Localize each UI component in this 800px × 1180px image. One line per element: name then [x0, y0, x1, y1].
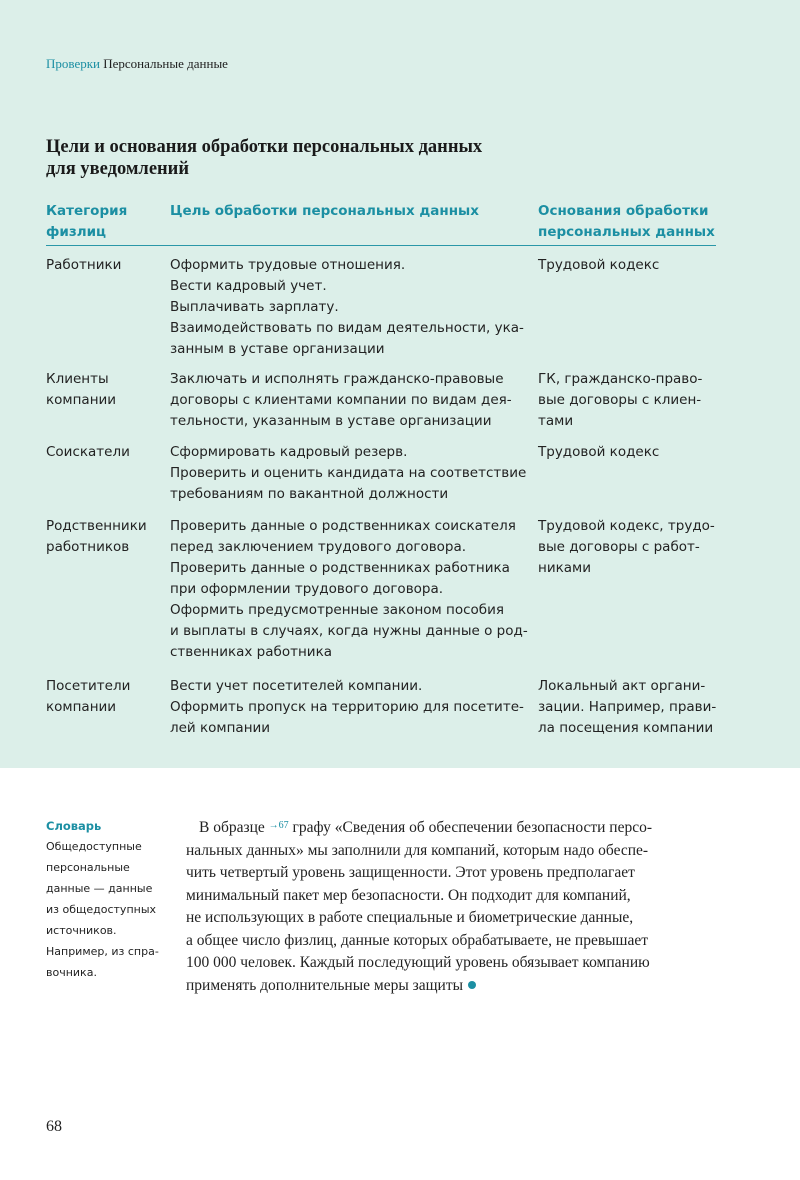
basis-cell [538, 369, 728, 432]
cell-line: Заключать и исполнять гражданско-правовые [170, 371, 504, 387]
end-of-article-dot-icon [468, 981, 476, 989]
cell-line: и выплаты в случаях, когда нужны данные о род- [170, 623, 528, 639]
cell-line: Выплачивать зарплату. [170, 299, 339, 315]
running-head-section: Проверки [46, 56, 100, 71]
page-reference-link[interactable]: →67 [268, 820, 289, 831]
basis-cell [538, 676, 728, 739]
table-heading [46, 136, 606, 180]
cell-line: Проверить данные о родственниках работника [170, 560, 510, 576]
basis-cell [538, 255, 728, 276]
glossary-sidebar [46, 816, 171, 983]
glossary-title: Словарь [46, 819, 102, 833]
category-cell [46, 369, 164, 411]
purpose-cell [170, 676, 524, 739]
body-text-fragment: применять дополнительные меры защиты [186, 976, 464, 994]
body-first-line [186, 815, 726, 840]
body-text-fragment: 100 000 человек. Каждый последующий уровень обязывает компанию [186, 954, 650, 971]
cell-line: Вести кадровый учет. [170, 278, 327, 294]
header-line: физлиц [46, 224, 107, 240]
cell-line: тами [538, 413, 574, 429]
cell-line: Оформить предусмотренные законом пособия [170, 602, 505, 618]
purpose-cell [170, 516, 528, 663]
category-cell [46, 676, 164, 718]
category-cell [46, 255, 164, 276]
cell-line: Проверить данные о родственниках соискателя [170, 518, 516, 534]
cell-line: компании [46, 699, 117, 715]
header-line: Основания обработки [538, 203, 709, 219]
cell-line: Оформить пропуск на территорию для посетите- [170, 699, 524, 715]
glossary-line: персональные [46, 861, 130, 874]
body-text-fragment: не использующих в работе специальные и биометрические данные, [186, 909, 634, 926]
body-line [186, 907, 726, 930]
cell-line: перед заключением трудового договора. [170, 539, 467, 555]
cell-line: ственниках работника [170, 644, 332, 660]
cell-line: ГК, гражданско-право- [538, 371, 703, 387]
cell-line: Оформить трудовые отношения. [170, 257, 406, 273]
body-line [186, 930, 726, 953]
cell-line: занным в уставе организации [170, 341, 385, 357]
cell-line: Проверить и оценить кандидата на соответствие [170, 465, 527, 481]
cell-line: никами [538, 560, 591, 576]
body-line [186, 862, 726, 885]
basis-cell [538, 516, 728, 579]
body-line [186, 952, 726, 975]
body-text-fragment: чить четвертый уровень защищенности. Этот уровень предполагает [186, 864, 635, 881]
cell-line: Родственники [46, 518, 147, 534]
category-cell [46, 516, 164, 558]
cell-line: Трудовой кодекс, трудо- [538, 518, 715, 534]
cell-line: требованиям по вакантной должности [170, 486, 449, 502]
cell-line: при оформлении трудового договора. [170, 581, 444, 597]
body-line [186, 975, 726, 998]
cell-line: вые договоры с работ- [538, 539, 700, 555]
glossary-line: вочника. [46, 966, 97, 979]
column-header-basis [538, 201, 728, 243]
cell-line: Вести учет посетителей компании. [170, 678, 423, 694]
purpose-cell [170, 369, 520, 432]
body-line [186, 885, 726, 908]
purpose-cell [170, 442, 527, 505]
cell-line: компании [46, 392, 117, 408]
cell-line: Сформировать кадровый резерв. [170, 444, 408, 460]
glossary-line: источников. [46, 924, 117, 937]
running-head [46, 56, 228, 72]
cell-line: Работники [46, 257, 122, 273]
glossary-text [46, 836, 171, 983]
glossary-line: Общедоступные [46, 840, 142, 853]
body-text-fragment: В образце [199, 819, 265, 836]
glossary-line: данные — данные [46, 882, 153, 895]
heading-line: для уведомлений [46, 159, 190, 179]
cell-line: Соискатели [46, 444, 130, 460]
cell-line: вые договоры с клиен- [538, 392, 702, 408]
cell-line: тельности, указанным в уставе организации [170, 413, 492, 429]
running-head-title: Персональные данные [103, 56, 228, 71]
body-paragraph [186, 815, 726, 997]
cell-line: лей компании [170, 720, 271, 736]
cell-line: работников [46, 539, 130, 555]
heading-line: Цели и основания обработки персональных данных [46, 137, 483, 157]
purpose-cell [170, 255, 524, 360]
glossary-line: из общедоступных [46, 903, 157, 916]
header-line: персональных данных [538, 224, 715, 240]
body-lines [186, 840, 726, 998]
basis-cell [538, 442, 728, 463]
body-line [186, 840, 726, 863]
category-cell [46, 442, 164, 463]
header-line: Категория [46, 203, 128, 219]
body-text-fragment: а общее число физлиц, данные которых обрабатываете, не превышает [186, 931, 649, 949]
cell-line: Трудовой кодекс [538, 257, 660, 273]
cell-line: ла посещения компании [538, 720, 714, 736]
page-number: 68 [46, 1118, 62, 1135]
body-text-fragment: минимальный пакет мер безопасности. Он подходит для компаний, [186, 886, 631, 904]
cell-line: зации. Например, прави- [538, 699, 717, 715]
cell-line: Клиенты [46, 371, 109, 387]
body-text-fragment: графу «Сведения об обеспечении безопасности персо- [292, 819, 653, 836]
header-rule [46, 245, 716, 246]
header-line: Цель обработки персональных данных [170, 203, 479, 219]
body-text-fragment: нальных данных» мы заполнили для компаний, которым надо обеспе- [186, 841, 649, 859]
cell-line: Посетители [46, 678, 131, 694]
cell-line: Локальный акт органи- [538, 678, 706, 694]
cell-line: договоры с клиентами компании по видам дея- [170, 392, 512, 408]
glossary-line: Например, из спра- [46, 945, 159, 958]
cell-line: Взаимодействовать по видам деятельности, ука- [170, 320, 524, 336]
column-header-purpose [170, 201, 520, 222]
cell-line: Трудовой кодекс [538, 444, 660, 460]
column-header-category [46, 201, 156, 243]
